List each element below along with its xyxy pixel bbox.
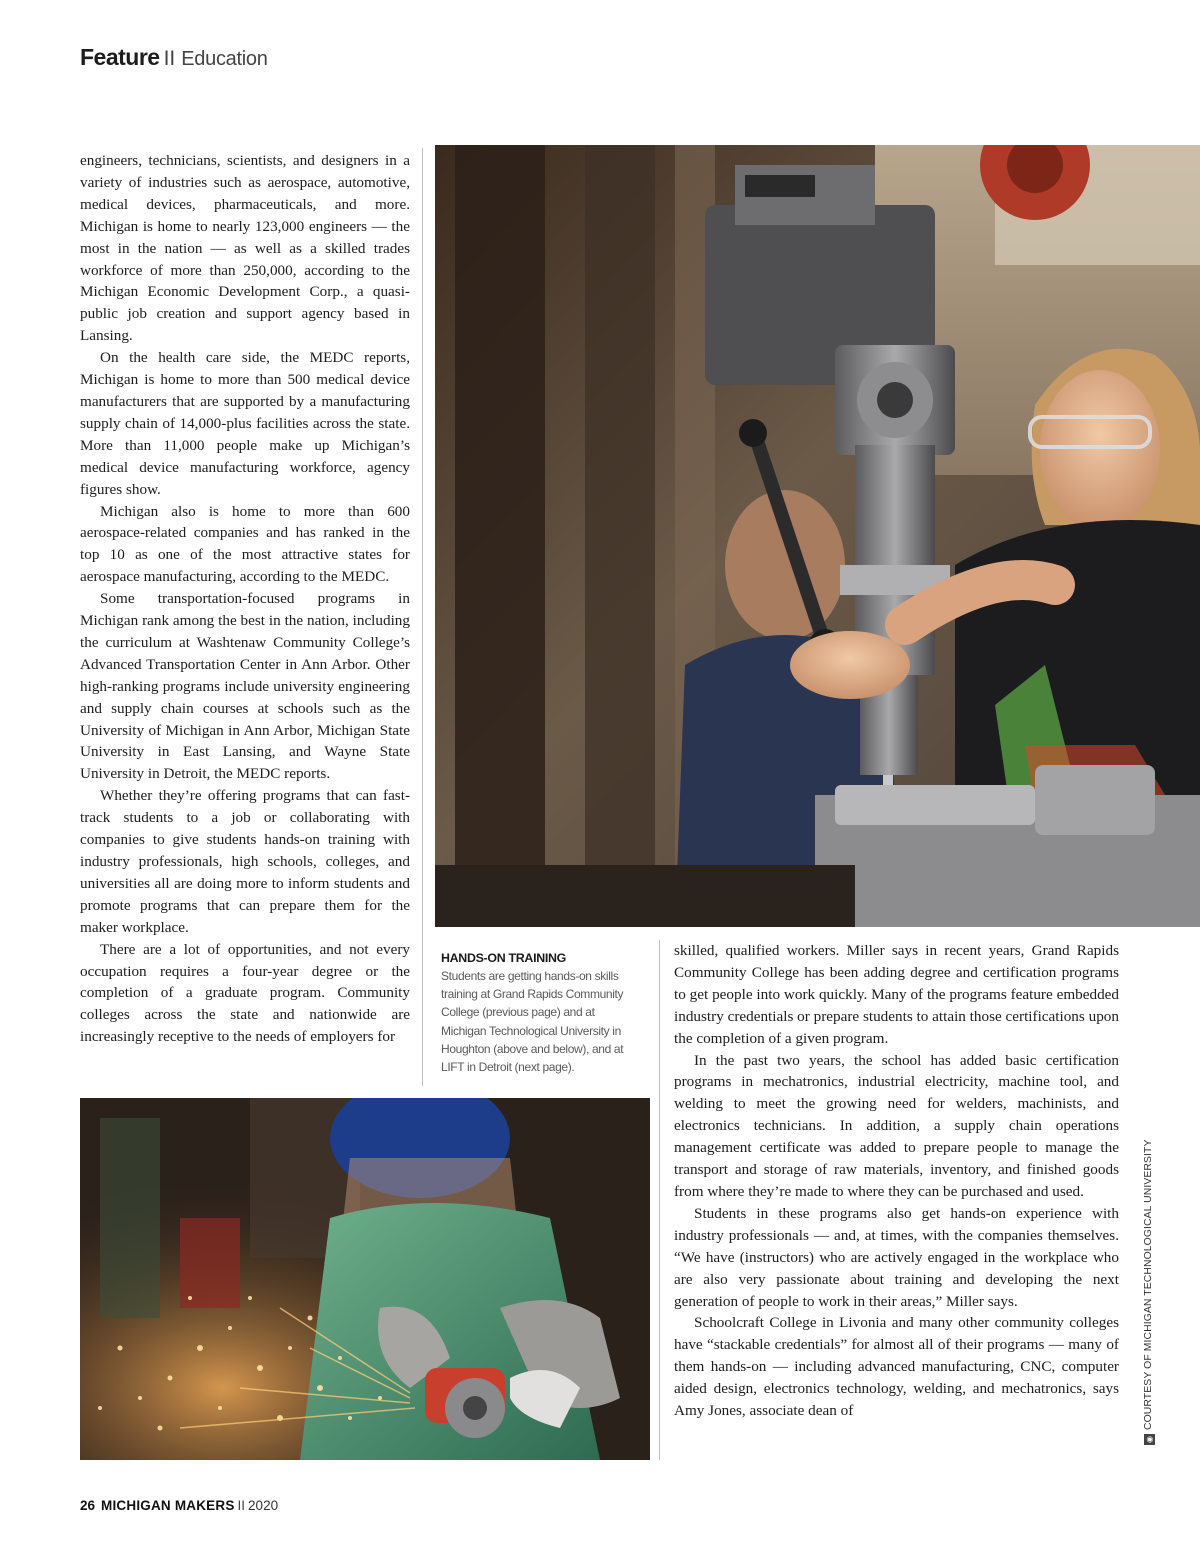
- drill-press-photo: [435, 145, 1200, 927]
- photo-caption: [441, 950, 639, 1076]
- issue-year: 2020: [248, 1498, 279, 1513]
- paragraph: On the health care side, the MEDC reports, Michigan is home to more than 500 medical device manufacturers that are supported by a manufacturing supply chain of 14,000-plus facilities across the state. More than 11,000 people make up Michigan’s medical device manufacturing workforce, agency figures show.: [80, 349, 410, 498]
- page-footer: [80, 1498, 278, 1513]
- footer-separator: II: [237, 1498, 246, 1513]
- photo-credit: [1143, 1140, 1155, 1445]
- paragraph: Whether they’re offering programs that can fast-track students to a job or collaborating with companies to give students hands-on training with industry professionals, high schools, colleges, and universities all are doing more to inform students and promote programs that can prepare them for the maker workplace.: [80, 787, 410, 936]
- header-separator: II: [163, 47, 176, 70]
- page-number: 26: [80, 1498, 96, 1513]
- photo-credit-text: COURTESY OF MICHIGAN TECHNOLOGICAL UNIVERSITY: [1143, 1139, 1154, 1430]
- paragraph: engineers, technicians, scientists, and designers in a variety of industries such as aerospace, automotive, medical devices, pharmaceuticals, and more. Michigan is home to nearly 123,000 engineers — the most in the nation — as well as a skilled trades workforce of more than 250,000, according to the Michigan Economic Development Corp., a quasi-public job creation and support agency based in Lansing.: [80, 152, 410, 345]
- article-column-left: [80, 150, 410, 1090]
- grinding-sparks-photo: [80, 1098, 650, 1460]
- article-column-right: [674, 940, 1119, 1465]
- paragraph: Michigan also is home to more than 600 aerospace-related companies and has ranked in the top 10 as one of the most attractive states for aerospace manufacturing, according to the MEDC.: [80, 502, 410, 586]
- camera-icon: ◉: [1145, 1435, 1154, 1444]
- magazine-title: MICHIGAN MAKERS: [101, 1498, 235, 1513]
- caption-text: Students are getting hands-on skills training at Grand Rapids Community College (previous page) and at Michigan Technological University in Houghton (above and below), and at LIFT in Detroit (next page).: [441, 969, 624, 1075]
- paragraph: Some transportation-focused programs in Michigan rank among the best in the nation, including the curriculum at Washtenaw Community College’s Advanced Transportation Center in Ann Arbor. Other high-ranking programs include university engineering and supply chain courses at schools such as the University of Michigan in Ann Arbor, Michigan State University in East Lansing, and Wayne State University in Detroit, the MEDC reports.: [80, 590, 410, 783]
- column-divider: [659, 940, 660, 1460]
- section-header: [80, 40, 268, 76]
- category-label: Education: [181, 48, 268, 70]
- paragraph: Students in these programs also get hands-on experience with industry professionals — and, at times, with the companies themselves. “We have (instructors) who are actively engaged in the workplace who are also very passionate about training and developing the next generation of people to work in their areas,” Miller says.: [674, 1204, 1119, 1310]
- paragraph: Schoolcraft College in Livonia and many other community colleges have “stackable credentials” for almost all of their programs — many of them hands-on — including advanced manufacturing, CNC, computer aided design, electronics technology, welding, and mechatronics, says Amy Jones, associate dean of: [674, 1314, 1119, 1420]
- column-divider: [422, 148, 423, 1086]
- paragraph: skilled, qualified workers. Miller says in recent years, Grand Rapids Community College has been adding degree and certification programs to get people into work quickly. Many of the programs feature embedded industry credentials or prepare students to attain those certifications upon the completion of a given program.: [674, 942, 1119, 1047]
- section-label: Feature: [80, 44, 160, 70]
- paragraph: There are a lot of opportunities, and not every occupation requires a four-year degree or the completion of a graduate program. Community colleges across the state and nationwide are increasingly receptive to the needs of employers for: [80, 940, 410, 1046]
- paragraph: In the past two years, the school has added basic certification programs in mechatronics, industrial electricity, machine tool, and welding to meet the growing need for welders, machinists, and electronics technicians. In addition, a supply chain operations management certificate was added to prepare people to manage the transport and storage of raw materials, inventory, and finished goods from where they’re made to where they can be purchased and used.: [674, 1051, 1119, 1200]
- caption-title: HANDS-ON TRAINING: [441, 951, 566, 965]
